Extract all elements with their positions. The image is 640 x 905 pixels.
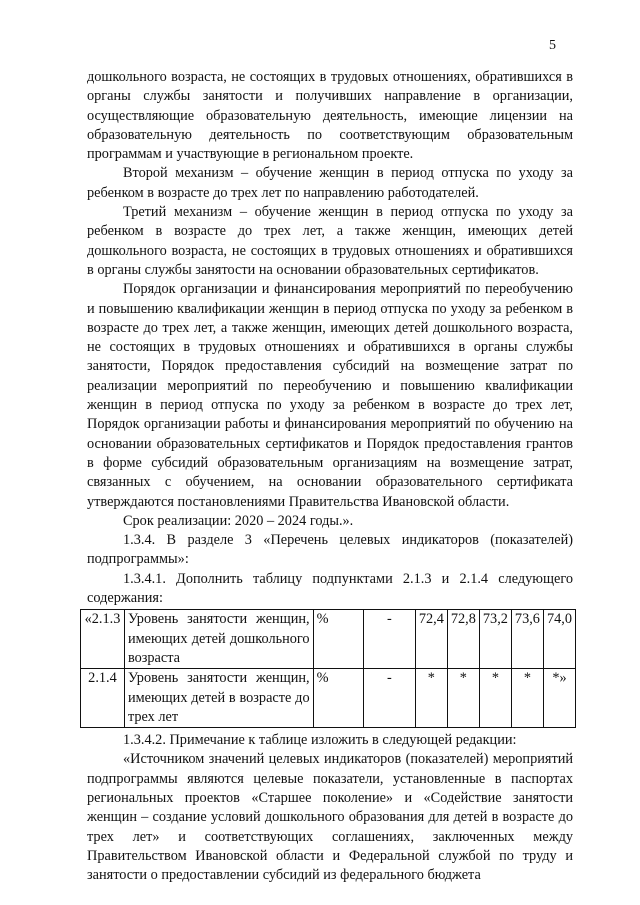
value-cell: 73,6 bbox=[511, 610, 543, 669]
paragraph: «Источником значений целевых индикаторов (показателей) мероприятий подпрограммы являются целевые показатели, установленные в паспортах региональных проектов «Старшее поколение» и «Содействие занятости женщин – создание условий дошкольного образования для детей в возрасте до трех лет» и соответствующих соглашениях, заключенных между Правительством Ивановской области и Федеральной службой по труду и занятости о предоставлении субсидий из федерального бюджета bbox=[87, 751, 573, 884]
value-cell: * bbox=[479, 669, 511, 728]
unit-cell: % bbox=[313, 610, 363, 669]
row-number: «2.1.3 bbox=[81, 610, 125, 669]
paragraph: 1.3.4. В разделе 3 «Перечень целевых индикаторов (показателей) подпрограммы»: bbox=[87, 532, 573, 568]
row-number: 2.1.4 bbox=[81, 669, 125, 728]
indicator-name: Уровень занятости женщин, имеющих детей дошкольного возраста bbox=[124, 610, 313, 669]
paragraph: Третий механизм – обучение женщин в период отпуска по уходу за ребенком в возрасте до трех лет, а также женщин, имеющих детей дошкольного возраста, не состоящих в трудовых отношениях и обратившихся в органы службы занятости на основании образовательных сертификатов. bbox=[87, 204, 573, 278]
unit-cell: % bbox=[313, 669, 363, 728]
paragraph: Порядок организации и финансирования мероприятий по переобучению и повышению квалификации женщин в период отпуска по уходу за ребенком в возрасте до трех лет, а также женщин, имеющих детей дошкольного возраста, не состоящих в трудовых отношениях и обратившихся в органы службы занятости, Порядок предоставления субсидий на возмещение затрат по реализации мероприятий по переобучению и повышению квалификации женщин в период отпуска по уходу за ребенком в возрасте до трех лет, Порядок организации работы и финансирования мероприятий по обучению на основании образовательных сертификатов и Порядок предоставления грантов в форме субсидий образовательным организациям на возмещение затрат, связанных с обучением, на основании образовательного сертификата утверждаются постановлениями Правительства Ивановской области. bbox=[87, 281, 573, 510]
paragraph: 1.3.4.1. Дополнить таблицу подпунктами 2.1.3 и 2.1.4 следующего содержания: bbox=[87, 570, 573, 607]
value-cell: 72,4 bbox=[415, 610, 447, 669]
table-row bbox=[81, 669, 576, 728]
document-body bbox=[84, 68, 573, 885]
value-cell: * bbox=[511, 669, 543, 728]
indicators-table bbox=[80, 609, 576, 728]
base-value-cell: - bbox=[363, 669, 415, 728]
value-cell: 74,0 bbox=[543, 610, 575, 669]
page-number: 5 bbox=[549, 38, 556, 53]
paragraph: дошкольного возраста, не состоящих в трудовых отношениях, обратившихся в органы службы занятости и получивших направление в организации, осуществляющие образовательную деятельность, имеющие лицензии на образовательную деятельность по соответствующим образовательным программам и участвующие в региональном проекте. bbox=[87, 69, 573, 163]
value-cell: * bbox=[447, 669, 479, 728]
table-row bbox=[81, 610, 576, 669]
base-value-cell: - bbox=[363, 610, 415, 669]
value-cell: * bbox=[415, 669, 447, 728]
paragraph: Срок реализации: 2020 – 2024 годы.». bbox=[123, 512, 354, 529]
paragraph: 1.3.4.2. Примечание к таблице изложить в следующей редакции: bbox=[123, 732, 517, 749]
value-cell: 73,2 bbox=[479, 610, 511, 669]
value-cell: *» bbox=[543, 669, 575, 728]
value-cell: 72,8 bbox=[447, 610, 479, 669]
paragraph: Второй механизм – обучение женщин в период отпуска по уходу за ребенком в возрасте до трех лет по направлению работодателей. bbox=[87, 165, 573, 201]
indicator-name: Уровень занятости женщин, имеющих детей в возрасте до трех лет bbox=[124, 669, 313, 728]
